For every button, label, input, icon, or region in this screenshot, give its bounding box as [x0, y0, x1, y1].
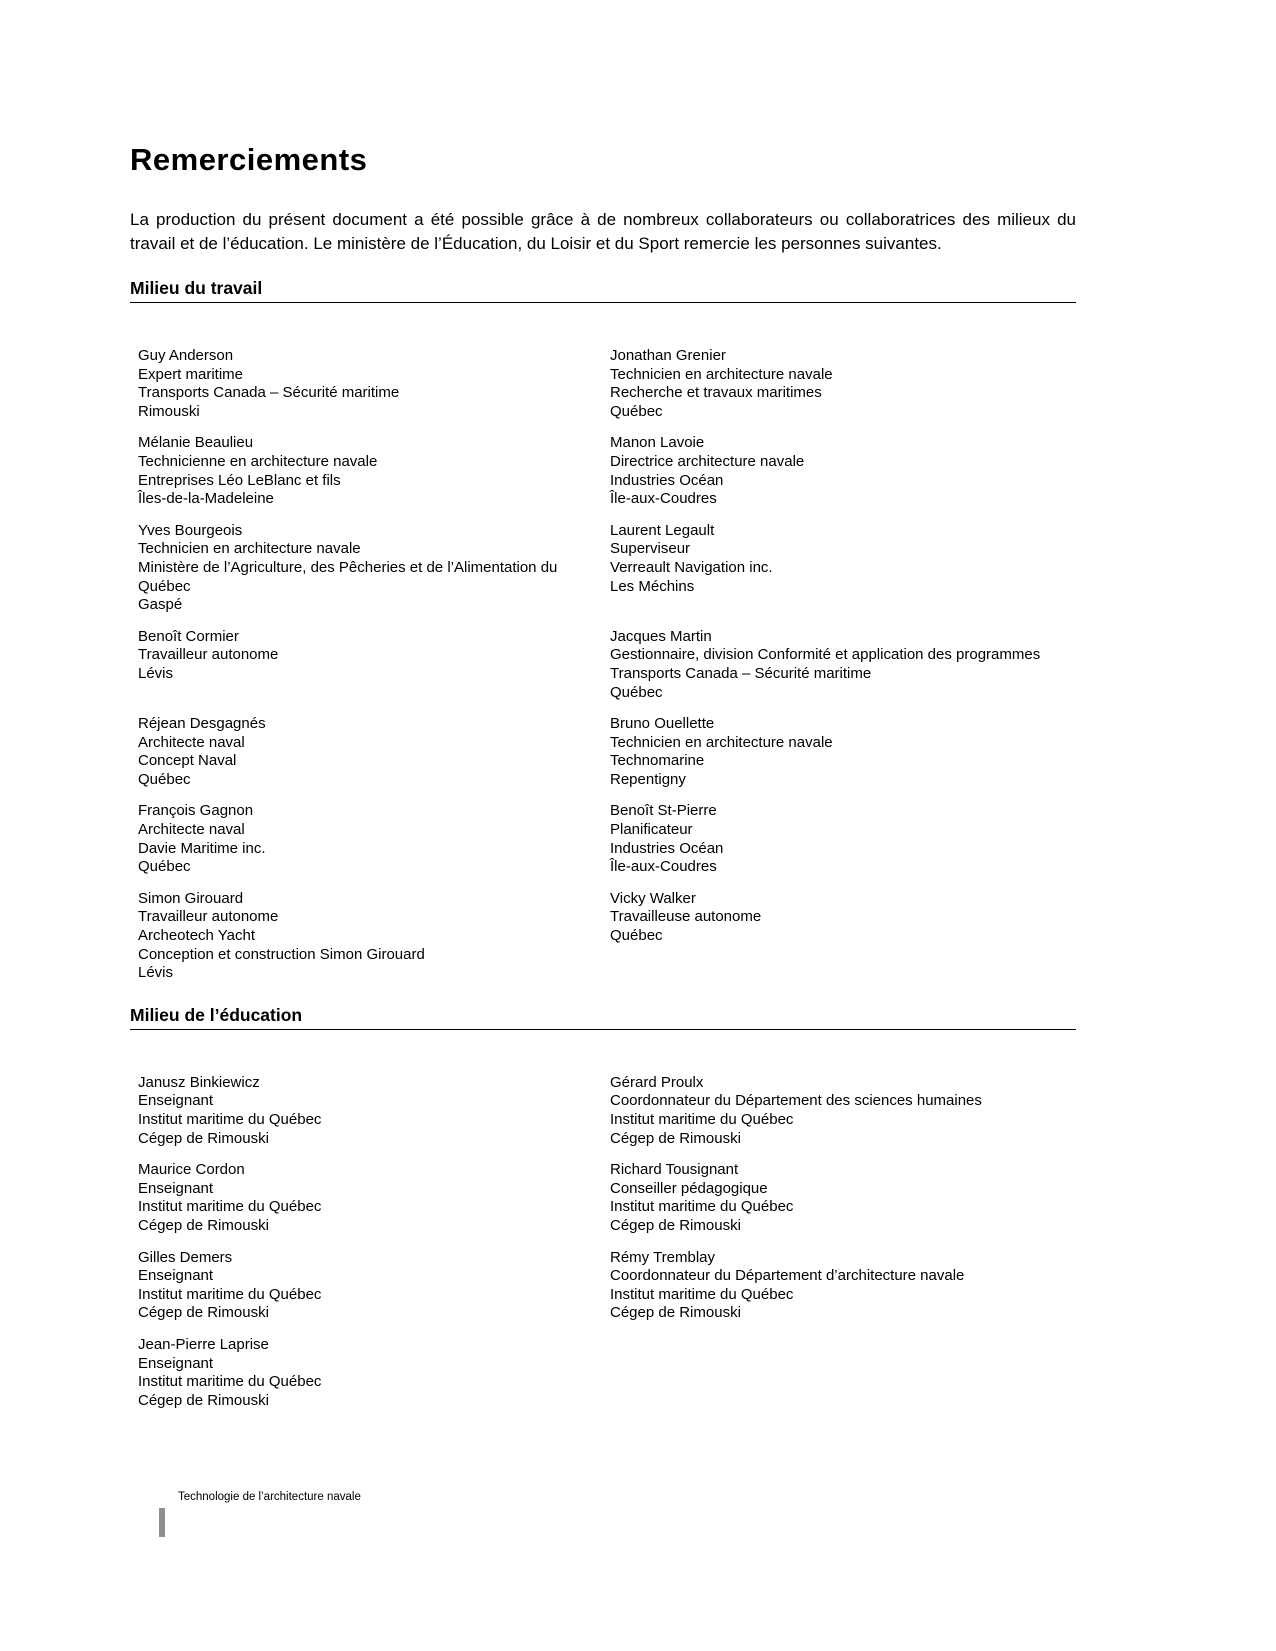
- person-detail: Industries Océan: [610, 839, 724, 857]
- person-entry-right: [610, 802, 1076, 876]
- person-entry-left: [138, 1161, 610, 1235]
- person-entry-right: [610, 522, 1076, 615]
- person-detail: Institut maritime du Québec: [610, 1285, 794, 1303]
- person-detail: Travailleur autonome: [138, 908, 279, 926]
- person-name: Mélanie Beaulieu: [138, 434, 254, 452]
- person-detail: Ministère de l’Agriculture, des Pêcheries et de l’Alimentation du Québec: [138, 558, 558, 595]
- person-entry-left: [138, 434, 610, 508]
- person-detail: Québec: [610, 402, 663, 420]
- person-entry-left: [138, 802, 610, 876]
- person-entry-right: [610, 1161, 1076, 1235]
- person-name: Rémy Tremblay: [610, 1248, 716, 1266]
- person-detail: Institut maritime du Québec: [138, 1285, 322, 1303]
- person-name: Réjean Desgagnés: [138, 715, 266, 733]
- section-milieu-de-l-education: [130, 1005, 1076, 1411]
- person-entry-right: [610, 1074, 1076, 1148]
- person-entry-left: [138, 628, 610, 702]
- person-detail: Technomarine: [610, 752, 705, 770]
- person-detail: Repentigny: [610, 770, 686, 788]
- person-detail: Cégep de Rimouski: [610, 1129, 741, 1147]
- person-name: Benoît Cormier: [138, 627, 239, 645]
- person-detail: Transports Canada – Sécurité maritime: [138, 384, 400, 402]
- footer-document-title: Technologie de l’architecture navale: [178, 1491, 361, 1503]
- person-detail: Lévis: [138, 964, 174, 982]
- section-rule: [130, 302, 1076, 303]
- person-detail: Conception et construction Simon Girouard: [138, 945, 425, 963]
- person-detail: Travailleuse autonome: [610, 908, 762, 926]
- person-detail: Planificateur: [610, 821, 693, 839]
- person-detail: Technicien en architecture navale: [138, 540, 361, 558]
- footer-page-marker: [159, 1508, 165, 1537]
- person-name: Jonathan Grenier: [610, 347, 726, 364]
- person-detail: Entreprises Léo LeBlanc et fils: [138, 471, 341, 489]
- person-detail: Architecte naval: [138, 821, 245, 839]
- person-detail: Gaspé: [138, 596, 183, 614]
- person-detail: Institut maritime du Québec: [610, 1111, 794, 1128]
- person-detail: Conseiller pédagogique: [610, 1179, 768, 1197]
- section-heading-education: Milieu de l’éducation: [130, 1004, 303, 1025]
- person-detail: Technicien en architecture navale: [610, 365, 833, 383]
- person-entry-right: [610, 1249, 1076, 1323]
- entries-grid-education: [130, 1074, 1076, 1411]
- person-detail: Cégep de Rimouski: [138, 1391, 269, 1409]
- person-detail: Île-aux-Coudres: [610, 490, 717, 508]
- entries-grid-travail: [130, 347, 1076, 983]
- person-detail: Archeotech Yacht: [138, 927, 256, 945]
- person-detail: Cégep de Rimouski: [138, 1216, 269, 1234]
- person-detail: Cégep de Rimouski: [138, 1304, 269, 1322]
- person-detail: Enseignant: [138, 1354, 214, 1372]
- section-rule: [130, 1029, 1076, 1030]
- person-detail: Cégep de Rimouski: [610, 1304, 741, 1322]
- person-detail: Coordonnateur du Département d’architecture navale: [610, 1267, 965, 1285]
- person-entry-right: [610, 628, 1076, 702]
- person-name: François Gagnon: [138, 802, 254, 820]
- person-name: Vicky Walker: [610, 889, 696, 907]
- person-name: Benoît St-Pierre: [610, 802, 717, 820]
- person-detail: Coordonnateur du Département des sciences humaines: [610, 1092, 982, 1110]
- person-entry-left: [138, 1074, 610, 1148]
- person-detail: Institut maritime du Québec: [610, 1198, 794, 1216]
- person-detail: Cégep de Rimouski: [610, 1216, 741, 1234]
- person-detail: Québec: [610, 683, 663, 701]
- person-entry-left: [138, 347, 610, 421]
- person-detail: Enseignant: [138, 1092, 214, 1110]
- person-detail: Les Méchins: [610, 577, 695, 595]
- person-detail: Technicienne en architecture navale: [138, 452, 378, 470]
- person-detail: Davie Maritime inc.: [138, 839, 266, 857]
- person-entry-right: [610, 1336, 1076, 1410]
- person-detail: Institut maritime du Québec: [138, 1198, 322, 1216]
- document-page: [130, 0, 1076, 1410]
- person-entry-right: [610, 715, 1076, 789]
- person-detail: Travailleur autonome: [138, 646, 279, 664]
- person-name: Guy Anderson: [138, 347, 234, 364]
- person-name: Gérard Proulx: [610, 1073, 704, 1091]
- person-entry-left: [138, 1336, 610, 1410]
- person-name: Maurice Cordon: [138, 1161, 245, 1179]
- person-entry-right: [610, 890, 1076, 983]
- page-title: Remerciements: [130, 142, 368, 177]
- person-detail: Recherche et travaux maritimes: [610, 384, 822, 402]
- person-detail: Technicien en architecture navale: [610, 733, 833, 751]
- person-detail: Concept Naval: [138, 752, 237, 770]
- person-entry-left: [138, 1249, 610, 1323]
- person-entry-left: [138, 890, 610, 983]
- person-detail: Île-aux-Coudres: [610, 858, 717, 876]
- person-detail: Architecte naval: [138, 733, 245, 751]
- person-name: Jean-Pierre Laprise: [138, 1335, 269, 1353]
- person-detail: Superviseur: [610, 540, 691, 558]
- person-name: Janusz Binkiewicz: [138, 1073, 260, 1091]
- person-entry-right: [610, 347, 1076, 421]
- person-name: Simon Girouard: [138, 889, 244, 907]
- person-detail: Expert maritime: [138, 365, 244, 383]
- person-detail: Transports Canada – Sécurité maritime: [610, 664, 872, 682]
- person-name: Gilles Demers: [138, 1248, 233, 1266]
- section-milieu-du-travail: [130, 278, 1076, 983]
- person-detail: Verreault Navigation inc.: [610, 558, 773, 576]
- person-name: Richard Tousignant: [610, 1161, 739, 1179]
- person-name: Manon Lavoie: [610, 434, 705, 452]
- person-name: Jacques Martin: [610, 627, 712, 645]
- person-detail: Québec: [138, 858, 191, 876]
- person-name: Laurent Legault: [610, 521, 715, 539]
- person-detail: Rimouski: [138, 402, 200, 420]
- person-entry-right: [610, 434, 1076, 508]
- person-detail: Québec: [138, 770, 191, 788]
- person-entry-left: [138, 715, 610, 789]
- intro-paragraph: La production du présent document a été possible grâce à de nombreux collaborateurs ou collaboratrices des milieux du travail et de l’éducation. Le ministère de l’Éducation, du Loisir et du Sport remercie les personnes suivantes.: [130, 210, 1076, 253]
- person-name: Yves Bourgeois: [138, 521, 243, 539]
- person-detail: Enseignant: [138, 1267, 214, 1285]
- person-detail: Gestionnaire, division Conformité et application des programmes: [610, 646, 1041, 664]
- person-detail: Directrice architecture navale: [610, 452, 805, 470]
- person-entry-left: [138, 522, 610, 615]
- person-name: Bruno Ouellette: [610, 715, 715, 733]
- person-detail: Industries Océan: [610, 471, 724, 489]
- person-detail: Institut maritime du Québec: [138, 1111, 322, 1128]
- person-detail: Îles-de-la-Madeleine: [138, 490, 274, 508]
- person-detail: Québec: [610, 927, 663, 945]
- section-heading-travail: Milieu du travail: [130, 278, 263, 298]
- person-detail: Enseignant: [138, 1179, 214, 1197]
- person-detail: Lévis: [138, 664, 174, 682]
- person-detail: Cégep de Rimouski: [138, 1129, 269, 1147]
- person-detail: Institut maritime du Québec: [138, 1373, 322, 1391]
